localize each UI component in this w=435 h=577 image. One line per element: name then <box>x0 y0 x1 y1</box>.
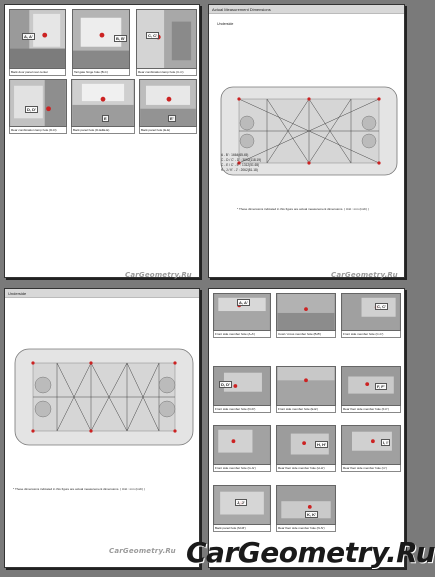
caption: Front side member hole (D-D') <box>213 406 271 413</box>
caption: Front side member hole (A-A') <box>213 331 271 338</box>
underbody-diagram <box>11 329 197 465</box>
page-header: Underside <box>5 289 199 298</box>
photo-front-side-gg <box>213 425 271 465</box>
photo-front-side-cc <box>341 293 401 331</box>
caption: Rear combination lamp hole (D-D) <box>9 127 67 134</box>
dimension-line: K - J / K' - J' : 2062(81.18) <box>221 168 258 172</box>
caption: Cowl / cross member hole (B-B') <box>276 331 336 338</box>
caption: Back panel hole (M-M') <box>213 525 271 532</box>
caption: Rear floor side member hole (I-I') <box>341 465 401 472</box>
caption: Back panel hole (D-E&E-E) <box>71 127 135 134</box>
caption: Rear floor side member hole (F-F') <box>341 406 401 413</box>
tag-d: D, D' <box>221 382 230 387</box>
photo-rear-lamp-dd <box>9 79 67 127</box>
tag-a: A, A' <box>24 34 33 39</box>
dimension-line: A - B' : 1664(65.45) <box>221 153 249 157</box>
tag-e-prime: E' <box>170 116 174 121</box>
caption: Front side member hole (E-E') <box>276 406 336 413</box>
photo-rear-floor-ii <box>341 425 401 465</box>
page-header: Actual Measurement Dimensions <box>209 5 404 14</box>
photo-rear-lamp-cc <box>136 9 197 69</box>
brand-watermark: CarGeometry.Ru <box>186 536 435 569</box>
tag-b: B, B' <box>116 36 125 41</box>
page-underside-dimensions <box>208 4 405 278</box>
caption: Rear floor side member hole (N-N') <box>276 525 336 532</box>
underbody-diagram <box>217 65 401 195</box>
tag-h: H, H' <box>317 442 326 447</box>
tag-c: C, C' <box>377 304 386 309</box>
page-underside <box>4 288 200 568</box>
photo-rear-floor-nn <box>276 485 336 525</box>
dimension-line: C - D / C' - D' : 3002(118.19) <box>221 158 262 162</box>
dimension-list <box>221 153 261 173</box>
tag-i: I, I' <box>383 440 389 445</box>
caption: Rear floor side member hole (H-H') <box>276 465 336 472</box>
tag-c: C, C' <box>148 33 157 38</box>
photo-front-side-ee <box>276 366 336 406</box>
photo-rear-floor-ff <box>341 366 401 406</box>
caption: Back door panel rear center <box>9 69 66 76</box>
caption: Front side member hole (C-C') <box>341 331 401 338</box>
tag-f: F, F' <box>377 384 385 389</box>
tag-d: D, D' <box>27 107 36 112</box>
tag-k: K, K' <box>307 512 316 517</box>
tag-a: A, A' <box>239 300 248 305</box>
photo-cowl-bb <box>276 293 336 331</box>
units-note: * These dimensions indicated in this figure are actual measurement dimensions. ( Unit : mm (inch) ) <box>13 487 145 491</box>
page-front-photos <box>208 288 405 568</box>
caption: Rear combination lamp hole (C-C) <box>136 69 197 76</box>
watermark: CarGeometry.Ru <box>125 271 192 279</box>
units-note: * These dimensions indicated in this figure are actual measurement dimensions. ( Unit : mm (inch) ) <box>237 207 369 211</box>
dimension-line: C - E / C' - E' : 1312(51.65) <box>221 163 260 167</box>
caption: Back panel hole (E-E) <box>139 127 197 134</box>
watermark: CarGeometry.Ru <box>109 547 176 555</box>
page-subheader: Underside <box>217 22 234 26</box>
tag-e: E <box>104 116 107 121</box>
photo-back-door-center <box>9 9 66 69</box>
caption: Tail gate hinge hole (B-C) <box>72 69 130 76</box>
page-rear-photos <box>4 4 200 278</box>
watermark: CarGeometry.Ru <box>331 271 398 279</box>
caption: Front side member hole (G-G') <box>213 465 271 472</box>
tag-j: J, J' <box>237 500 245 505</box>
